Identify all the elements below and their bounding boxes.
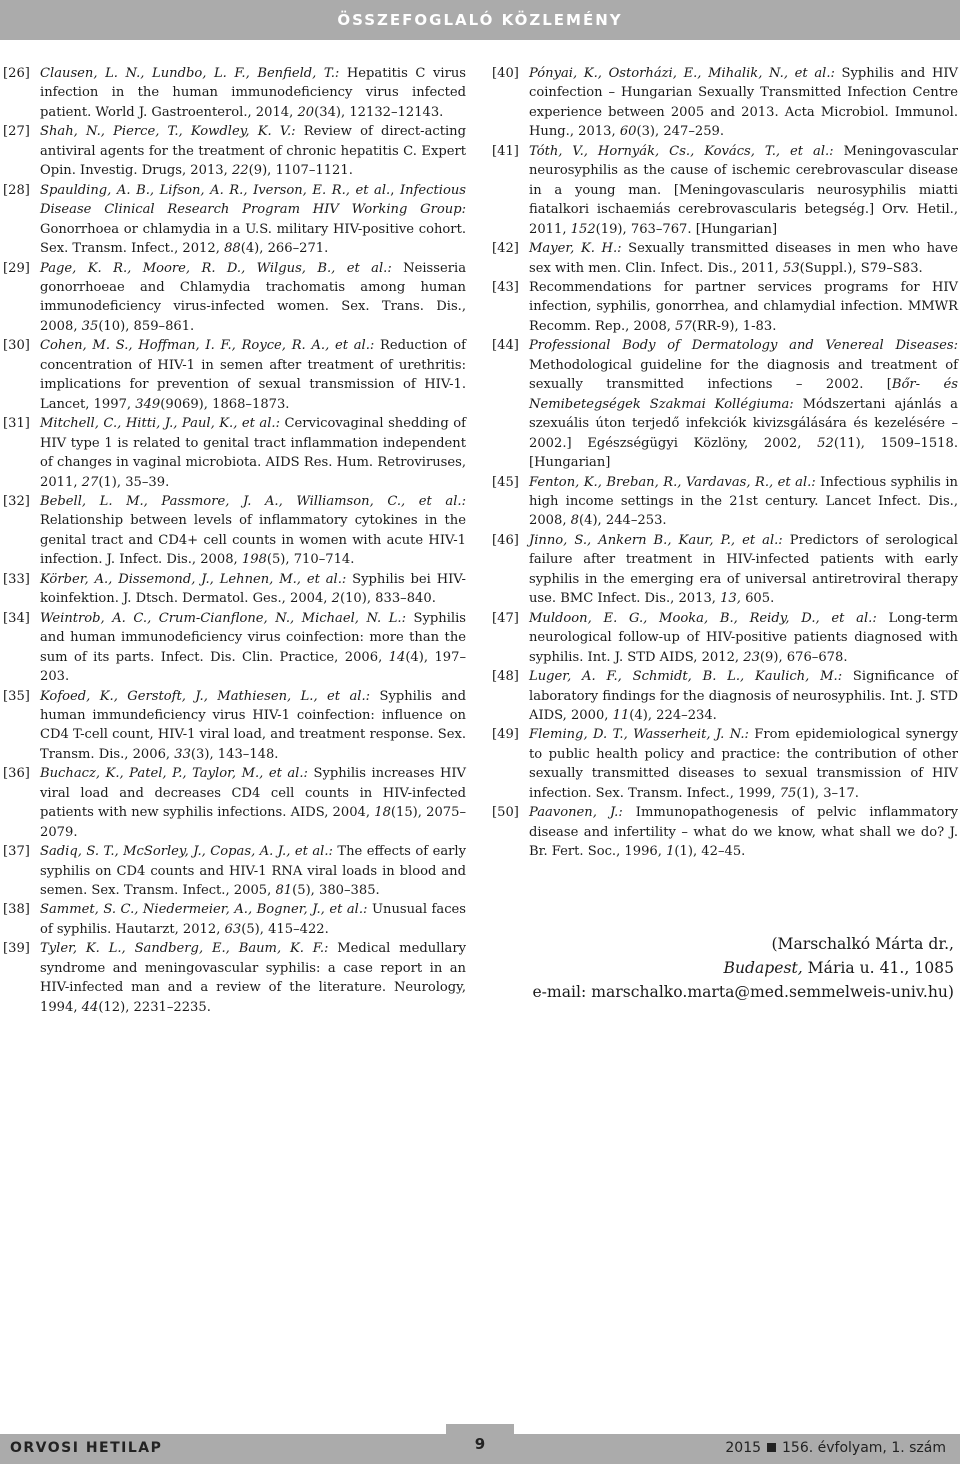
- reference-item: [3, 764, 466, 842]
- reference-pages: (1), 3–17.: [796, 785, 859, 801]
- reference-number: [43]: [492, 279, 519, 295]
- reference-authors: Pónyai, K., Ostorházi, E., Mihalik, N., et al.:: [529, 66, 835, 81]
- references-left-column: [3, 64, 466, 1017]
- reference-authors: Cohen, M. S., Hoffman, I. F., Royce, R. A., et al.:: [40, 338, 375, 354]
- reference-pages: 605.: [740, 591, 775, 607]
- reference-pages: (1), 42–45.: [674, 844, 746, 860]
- reference-authors: Luger, A. F., Schmidt, B. L., Kaulich, M.:: [529, 669, 843, 685]
- reference-number: [33]: [3, 571, 30, 587]
- page-footer: [0, 1424, 960, 1464]
- reference-item: [492, 336, 958, 472]
- reference-text: Sexually transmitted diseases in men who have sex with men. Clin. Infect. Dis., 2011,: [529, 241, 958, 276]
- reference-volume: 2: [331, 591, 340, 607]
- reference-volume: 35: [81, 318, 99, 334]
- reference-item: [3, 414, 466, 492]
- contact-city: Budapest,: [723, 959, 803, 977]
- reference-volume: 75: [779, 785, 797, 801]
- reference-item: [3, 900, 466, 939]
- reference-authors: Tyler, K. L., Sandberg, E., Baum, K. F.:: [40, 941, 329, 957]
- reference-pages: (5), 710–714.: [266, 552, 355, 568]
- reference-authors: Clausen, L. N., Lundbo, L. F., Benfield, T.:: [40, 66, 340, 81]
- reference-pages: (9), 676–678.: [759, 649, 848, 665]
- reference-authors: Professional Body of Dermatology and Venereal Diseases:: [529, 338, 958, 354]
- reference-item: [492, 725, 958, 803]
- reference-volume: 57: [675, 318, 692, 334]
- reference-volume: 198: [241, 552, 267, 568]
- reference-volume: 63: [224, 921, 242, 937]
- reference-volume: 88: [224, 241, 241, 257]
- reference-text-cont: Módszertani ajánlás a szexuális úton terjedő infekciók kivizsgálására és kezelésére – 2002.] Egészségügyi Közlöny, 2002,: [529, 396, 958, 451]
- reference-text: From epidemiological synergy to public health policy and practice: the contribution of other sexually transmitted diseases to sexual transmission of HIV infection. Sex. Transm. Infect., 1999,: [529, 727, 958, 801]
- reference-item: [492, 239, 958, 278]
- reference-volume: 52: [817, 435, 834, 451]
- reference-text: Syphilis increases HIV viral load and decreases CD4 cell counts in HIV-infected patients with new syphilis infections. AIDS, 2004,: [40, 766, 466, 821]
- reference-text: Neisseria gonorrhoeae and Chlamydia trachomatis among human immunodeficiency virus-infected women. Sex. Trans. Dis., 2008,: [40, 260, 467, 334]
- reference-pages: (9069), 1868–1873.: [160, 396, 290, 412]
- reference-number: [36]: [3, 766, 30, 782]
- reference-text: ,: [390, 182, 400, 198]
- reference-text: Syphilis and human immunodeficiency virus coinfection: more than the sum of its parts. Infect. Dis. Clin. Practice, 2006,: [40, 610, 466, 665]
- issue-volume: 156. évfolyam, 1. szám: [782, 1440, 946, 1456]
- reference-volume: 33: [174, 746, 191, 762]
- reference-pages: (4), 224–234.: [629, 707, 717, 723]
- reference-pages: (9), 1107–1121.: [248, 163, 353, 179]
- reference-pages: (11), 1509–1518. [Hungarian]: [529, 435, 958, 471]
- reference-text: Recommendations for partner services programs for HIV infection, syphilis, gonorrhea, and chlamydial infection. MMWR Recomm. Rep., 2008,: [529, 279, 958, 334]
- journal-name: ORVOSI HETILAP: [10, 1440, 163, 1456]
- reference-text: Cervicovaginal shedding of HIV type 1 is related to genital tract inflammation independent of changes in vaginal microbiota. AIDS Res. Hum. Retroviruses, 2011,: [40, 416, 466, 490]
- section-title: ÖSSZEFOGLALÓ KÖZLEMÉNY: [337, 11, 623, 29]
- reference-number: [35]: [3, 688, 30, 704]
- reference-volume: 152: [570, 221, 596, 237]
- reference-text: Immunopathogenesis of pelvic inflammatory disease and infertility – what do we know, what shall we do? J. Br. Fert. Soc., 1996,: [529, 805, 958, 860]
- reference-text: Review of direct-acting antiviral agents for the treatment of chronic hepatitis C. Expert Opin. Investig. Drugs, 2013,: [40, 124, 466, 179]
- correspondence-address: [532, 932, 954, 1004]
- reference-authors: Page, K. R., Moore, R. D., Wilgus, B., et al.:: [40, 260, 392, 276]
- reference-item: [492, 473, 958, 531]
- reference-authors: Shah, N., Pierce, T., Kowdley, K. V.:: [40, 124, 296, 140]
- reference-pages: (4), 266–271.: [240, 241, 329, 257]
- reference-item: [3, 570, 466, 609]
- reference-pages: (RR-9), 1-83.: [691, 318, 777, 334]
- reference-text: Medical medullary syndrome and meningovascular syphilis: a case report in an HIV-infected man and a review of the literature. Neurology, 1994,: [40, 941, 466, 1015]
- reference-text: Unusual faces of syphilis. Hautarzt, 2012,: [40, 902, 467, 937]
- reference-volume: 22: [231, 163, 249, 179]
- reference-volume: 11: [612, 707, 630, 723]
- reference-pages: (Suppl.), S79–S83.: [799, 260, 923, 276]
- reference-text: Long-term neurological follow-up of HIV-positive patients diagnosed with syphilis. Int. J. STD AIDS, 2012,: [529, 610, 959, 665]
- reference-text-cont: Gonorrhoea or chlamydia in a U.S. military HIV-positive cohort. Sex. Transm. Infect., 2012,: [40, 221, 466, 257]
- reference-authors: Mitchell, C., Hitti, J., Paul, K., et al.:: [40, 416, 280, 432]
- reference-authors: Fleming, D. T., Wasserheit, J. N.:: [529, 727, 749, 743]
- reference-item: [3, 336, 466, 414]
- reference-item: [3, 687, 466, 765]
- page-number-box: [446, 1424, 514, 1464]
- reference-pages: (5), 415–422.: [241, 921, 329, 937]
- reference-pages: (4), 197–203.: [40, 649, 466, 685]
- reference-number: [47]: [492, 610, 519, 626]
- reference-authors: Jinno, S., Ankern B., Kaur, P., et al.:: [529, 532, 783, 548]
- reference-pages: (19), 763–767. [Hungarian]: [595, 221, 778, 237]
- reference-item: [492, 142, 958, 239]
- reference-number: [27]: [3, 124, 30, 140]
- reference-number: [49]: [492, 727, 519, 743]
- reference-authors: Bebell, L. M., Passmore, J. A., Williamson, C., et al.:: [40, 493, 466, 509]
- reference-authors: Buchacz, K., Patel, P., Taylor, M., et al.:: [40, 766, 308, 782]
- reference-pages: (10), 859–861.: [98, 318, 195, 334]
- reference-number: [26]: [3, 66, 30, 81]
- reference-italic-text: Infectious Disease Clinical Research Program HIV Working Group:: [40, 182, 466, 218]
- reference-item: [3, 842, 466, 900]
- reference-number: [39]: [3, 941, 30, 957]
- reference-volume: 1: [666, 844, 675, 860]
- reference-volume: 23: [743, 649, 760, 665]
- reference-item: [3, 492, 466, 570]
- reference-text: The effects of early syphilis on CD4 counts and HIV-1 RNA viral loads in blood and semen. Sex. Transm. Infect., 2005,: [40, 844, 466, 899]
- reference-pages: (34), 12132–12143.: [314, 104, 444, 120]
- reference-text: Meningovascular neurosyphilis as the cause of ischemic cerebrovascular disease in a young man. [Meningovascularis neurosyphilis miatti fiatalkori ischaemiás cerebrovascularis betegség.] Orv. Hetil., 2011,: [529, 143, 958, 237]
- reference-text: Syphilis and human immundeficiency virus HIV-1 coinfection: influence on CD4 T-cell count, HIV-1 viral load, and treatment response. Sex. Transm. Dis., 2006,: [40, 688, 466, 762]
- reference-volume: 53: [783, 260, 800, 276]
- reference-number: [50]: [492, 805, 519, 821]
- reference-pages: (5), 380–385.: [292, 883, 380, 899]
- reference-number: [48]: [492, 669, 519, 685]
- reference-authors: Mayer, K. H.:: [529, 241, 622, 257]
- reference-volume: 27: [81, 474, 99, 490]
- reference-item: [3, 939, 466, 1017]
- reference-volume: 81: [275, 883, 293, 899]
- reference-text: Reduction of concentration of HIV-1 in semen after treatment of urethritis: implications for prevention of sexual transmission of HIV-1. Lancet, 1997,: [40, 338, 466, 412]
- reference-item: [3, 181, 466, 259]
- contact-email: e-mail: marschalko.marta@med.semmelweis-univ.hu): [532, 983, 954, 1001]
- reference-item: [492, 278, 958, 336]
- reference-pages: (3), 143–148.: [190, 746, 279, 762]
- contact-address-line: [532, 956, 954, 980]
- reference-authors: Muldoon, E. G., Mooka, B., Reidy, D., et al.:: [529, 610, 877, 626]
- reference-item: [3, 64, 466, 122]
- reference-italic-text: Bőr- és Nemibetegségek Szakmai Kollégiuma:: [529, 377, 958, 412]
- reference-number: [28]: [3, 182, 30, 198]
- reference-text: Predictors of serological failure after treatment in HIV-infected patients with early syphilis in the emerging era of universal antiretroviral therapy use. BMC Infect. Dis., 2013,: [529, 532, 958, 607]
- reference-item: [492, 667, 958, 725]
- reference-text: Infectious syphilis in high income settings in the 21st century. Lancet Infect. Dis., 2008,: [529, 474, 958, 529]
- reference-authors: Sammet, S. C., Niedermeier, A., Bogner, J., et al.:: [40, 902, 368, 918]
- reference-volume: 13,: [720, 591, 741, 607]
- reference-number: [44]: [492, 338, 519, 354]
- reference-volume: 20: [297, 104, 315, 120]
- reference-number: [34]: [3, 610, 30, 626]
- reference-number: [29]: [3, 260, 30, 276]
- reference-pages: (3), 247–259.: [636, 124, 725, 140]
- reference-number: [42]: [492, 241, 519, 257]
- reference-text: Syphilis bei HIV-koinfektion. J. Dtsch. Dermatol. Ges., 2004,: [40, 571, 466, 607]
- contact-name: (Marschalkó Márta dr.,: [771, 935, 954, 953]
- reference-volume: 44: [81, 999, 99, 1015]
- reference-text: Syphilis and HIV coinfection – Hungarian Sexually Transmitted Infection Centre experience between 2005 and 2013. Acta Microbiol. Immunol. Hung., 2013,: [529, 66, 959, 140]
- reference-item: [3, 122, 466, 180]
- reference-text: Methodological guideline for the diagnosis and treatment of sexually transmitted infections – 2002. [: [529, 357, 958, 393]
- reference-authors: Spaulding, A. B., Lifson, A. R., Iverson, E. R., et al.: [40, 182, 391, 198]
- reference-authors: Paavonen, J.:: [529, 805, 623, 821]
- reference-item: [492, 803, 958, 861]
- reference-number: [40]: [492, 66, 519, 81]
- reference-volume: 8: [570, 513, 579, 529]
- reference-authors: Tóth, V., Hornyák, Cs., Kovács, T., et al.:: [529, 143, 834, 159]
- reference-item: [3, 259, 466, 337]
- reference-number: [38]: [3, 902, 30, 918]
- reference-pages: (4), 244–253.: [579, 513, 667, 529]
- reference-item: [492, 64, 958, 142]
- page-number: 9: [474, 1435, 486, 1453]
- references-right-column: [492, 64, 958, 862]
- reference-authors: Weintrob, A. C., Crum-Cianflone, N., Michael, N. L.:: [40, 610, 406, 626]
- reference-volume: 14: [388, 649, 406, 665]
- reference-number: [37]: [3, 844, 30, 860]
- reference-volume: 60: [619, 124, 637, 140]
- reference-authors: Kofoed, K., Gerstoft, J., Mathiesen, L., et al.:: [40, 688, 371, 704]
- reference-volume: 349: [135, 396, 161, 412]
- reference-item: [3, 609, 466, 687]
- reference-volume: 18: [374, 805, 391, 821]
- reference-number: [41]: [492, 143, 519, 159]
- reference-pages: (12), 2231–2235.: [98, 999, 211, 1015]
- reference-pages: (1), 35–39.: [98, 474, 170, 490]
- issue-year: 2015: [725, 1440, 762, 1456]
- contact-street: Mária u. 41., 1085: [802, 959, 954, 977]
- section-header-band: [0, 0, 960, 40]
- reference-number: [30]: [3, 338, 30, 354]
- reference-authors: Sadiq, S. T., McSorley, J., Copas, A. J., et al.:: [40, 844, 333, 860]
- reference-text: Hepatitis C virus infection in the human immunodeficiency virus infected patient. World J. Gastroenterol., 2014,: [40, 66, 466, 120]
- reference-authors: Körber, A., Dissemond, J., Lehnen, M., et al.:: [40, 571, 347, 587]
- reference-item: [492, 609, 958, 667]
- reference-text: Significance of laboratory findings for the diagnosis of neurosyphilis. Int. J. STD AIDS, 2000,: [529, 669, 958, 723]
- square-bullet-icon: [767, 1443, 776, 1452]
- reference-pages: (15), 2075–2079.: [40, 805, 466, 840]
- reference-item: [492, 531, 958, 609]
- issue-info: [725, 1440, 946, 1456]
- reference-number: [45]: [492, 474, 519, 490]
- reference-pages: (10), 833–840.: [339, 591, 436, 607]
- reference-number: [46]: [492, 532, 519, 548]
- reference-text: Relationship between levels of inflammatory cytokines in the genital tract and CD4+ cell counts in women with acute HIV-1 infection. J. Infect. Dis., 2008,: [40, 513, 466, 568]
- reference-authors: Fenton, K., Breban, R., Vardavas, R., et al.:: [529, 474, 816, 490]
- reference-number: [32]: [3, 493, 30, 509]
- reference-number: [31]: [3, 416, 30, 432]
